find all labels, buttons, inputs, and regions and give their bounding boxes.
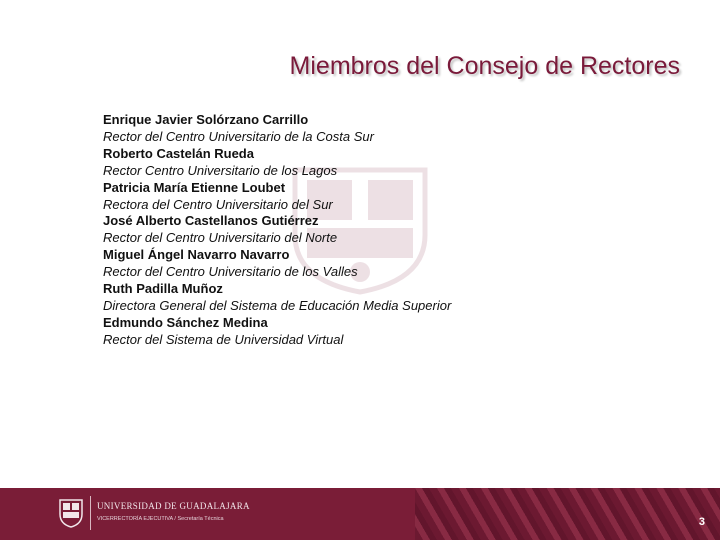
member-name: José Alberto Castellanos Gutiérrez	[103, 213, 319, 229]
member-role: Rector del Sistema de Universidad Virtual	[103, 331, 344, 347]
footer-mural-image	[415, 488, 720, 540]
member-entry	[103, 315, 623, 349]
slide-title: Miembros del Consejo de Rectores	[289, 52, 680, 80]
member-entry	[103, 146, 623, 180]
council-members-list	[103, 112, 623, 349]
member-name: Edmundo Sánchez Medina	[103, 314, 268, 330]
member-name: Ruth Padilla Muñoz	[103, 281, 223, 297]
member-name: Patricia María Etienne Loubet	[103, 179, 286, 195]
page-number: 3	[698, 516, 705, 528]
member-role: Rectora del Centro Universitario del Sur	[103, 196, 333, 212]
member-entry	[103, 247, 623, 281]
footer-bar	[0, 488, 720, 540]
member-role: Rector del Centro Universitario del Norte	[103, 230, 338, 246]
member-entry	[103, 112, 623, 146]
member-entry	[103, 213, 623, 247]
member-name: Roberto Castelán Rueda	[103, 145, 254, 161]
member-entry	[103, 180, 623, 214]
member-name: Enrique Javier Solórzano Carrillo	[103, 112, 309, 127]
vicerrectoria-label: VICERRECTORÍA EJECUTIVA / Secretaría Técnica	[97, 516, 224, 522]
university-crest-icon	[58, 498, 84, 528]
footer-divider	[90, 496, 91, 530]
member-entry	[103, 281, 623, 315]
member-role: Directora General del Sistema de Educación Media Superior	[103, 297, 452, 313]
university-name: UNIVERSIDAD DE GUADALAJARA	[97, 501, 250, 511]
member-role: Rector Centro Universitario de los Lagos	[103, 162, 338, 178]
member-role: Rector del Centro Universitario de la Costa Sur	[103, 128, 374, 144]
member-role: Rector del Centro Universitario de los Valles	[103, 264, 358, 280]
member-name: Miguel Ángel Navarro Navarro	[103, 247, 290, 263]
